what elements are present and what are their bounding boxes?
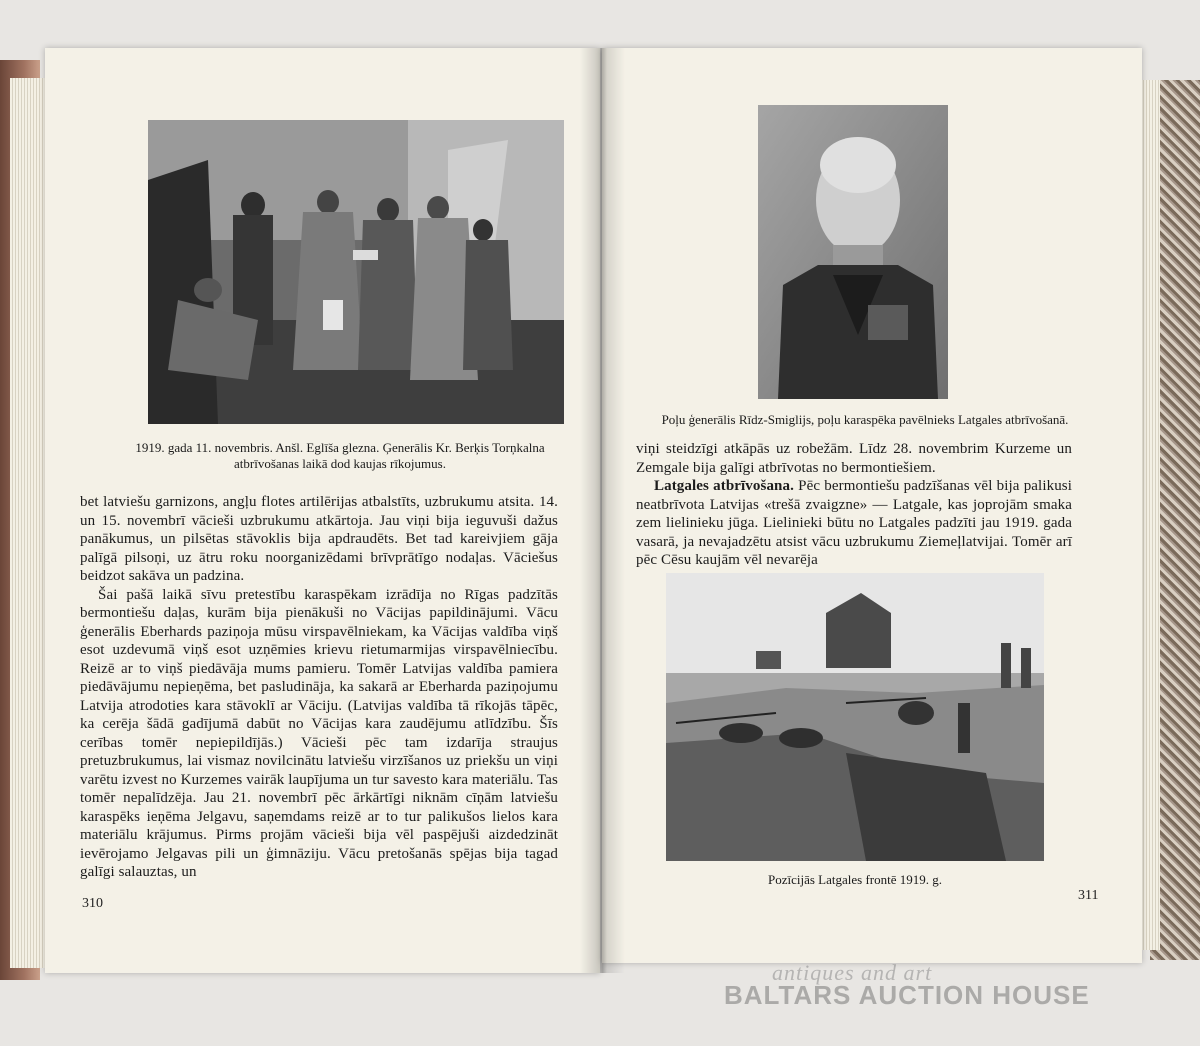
portrait-caption: Poļu ģenerālis Rīdz-Smiglijs, poļu karaspēka pavēlnieks Latgales atbrīvošanā. <box>661 412 1069 427</box>
left-page-number: 310 <box>82 896 103 911</box>
right-paragraph-1: viņi steidzīgi atkāpās uz robežām. Līdz 28. novembrim Kurzeme un Zemgale bija galīgi atbrīvotas no bermontiešiem. <box>636 441 1072 476</box>
battle-photo <box>666 573 1044 861</box>
left-page-body <box>80 493 558 882</box>
right-page-body <box>636 440 1072 570</box>
battle-photo-caption: Pozīcijās Latgales frontē 1919. g. <box>767 872 942 887</box>
left-paragraph-2: Šai pašā laikā sīvu pretestību karaspēkam izrādīja no Rīgas padzītās bermontiešu daļas, kurām bija pienākuši no Vācijas papildinājumi. Vācu ģenerālis Eberhards paziņoja mūsu virspavēlniekam, ka Vācijas valdība viņš esot uzdevumā viņš esot uzņēmies krievu rietumarmijas virspavēlniecību. Reizē ar to viņš piedāvāja mums pamieru. Tomēr Latvijas valdība pamiera piedāvājumu nepieņēma, bet pasludināja, ka sakarā ar Eberharda paziņojumu Latvija atrodoties kara stāvoklī ar Vāciju. (Latvijas valdība tā rīkojās tāpēc, ka cerēja šādā gadījumā dabūt no Vācijas kara zaudējumu atlīdzību. Šīs cerības tomēr nepiepildījās.) Vācieši pēc tam izdarīja straujus pretuzbrukumus, lai vismaz novilcinātu latviešu virzīšanos uz priekšu un viņi varētu izvest no Kurzemes vairāk laupījuma un tur savesto kara materiālu. Tas tomēr nepalīdzēja. Jau 21. novembrī pēc ārkārtīgi niknām cīņām latviešu karaspēks ieņēma Jelgavu, saņemdams reizē ar to tur palikušos lielos kara materiālu krājumus. Pirms projām vācieši bija vēl paspējuši aizdedzināt ievērojamo Jelgavas pili un ģimnāziju. Vācu pretošanās spējas bija tagad galīgi salauztas, un <box>80 586 558 880</box>
right-page-number: 311 <box>1078 888 1099 903</box>
right-paragraph-2 <box>636 477 1072 570</box>
portrait-photo <box>758 105 948 399</box>
watermark-tagline: antiques and art <box>772 960 933 985</box>
watermark-brand: BALTARS AUCTION HOUSE <box>724 980 1090 1010</box>
painting-caption: 1919. gada 11. novembris. Anšl. Eglīša glezna. Ģenerālis Kr. Berķis Torņkalna atbrīvošanas laikā dod kaujas rīkojumus. <box>135 440 545 471</box>
right-paragraph-2-text: Pēc bermontiešu padzīšanas vēl bija palikusi neatbrīvota Latvijas «trešā zvaigzne» — Latgale, kas joprojām smaka zem lielinieku jūga. Lielinieki būtu no Latgales padzīti jau 1919. gada vasarā, ja nevajadzētu atsist vācu uzbrukumu Ziemeļlatvijai. Tomēr arī pēc Cēsu kaujām vēl nevarēja <box>636 478 1073 568</box>
painting-illustration <box>148 120 564 424</box>
section-heading: Latgales atbrīvošana. <box>654 478 794 494</box>
left-paragraph-1: bet latviešu garnizons, angļu flotes artilērijas atbalstīts, uzbrukumu atsita. 14. un 15. novembrī vācieši uzbrukumu atkārtoja. Jau viņi bija ieguvuši dažus panākumus, un pilsētas stāvoklis bija apdraudēts. Bet tad kareivjiem gāja palīgā pilsoņi, uz ātru roku noorganizēdami brīvprātīgo nodaļas. Vāciešus beidzot sakāva un padzina. <box>80 494 558 584</box>
book-gutter <box>580 48 625 973</box>
